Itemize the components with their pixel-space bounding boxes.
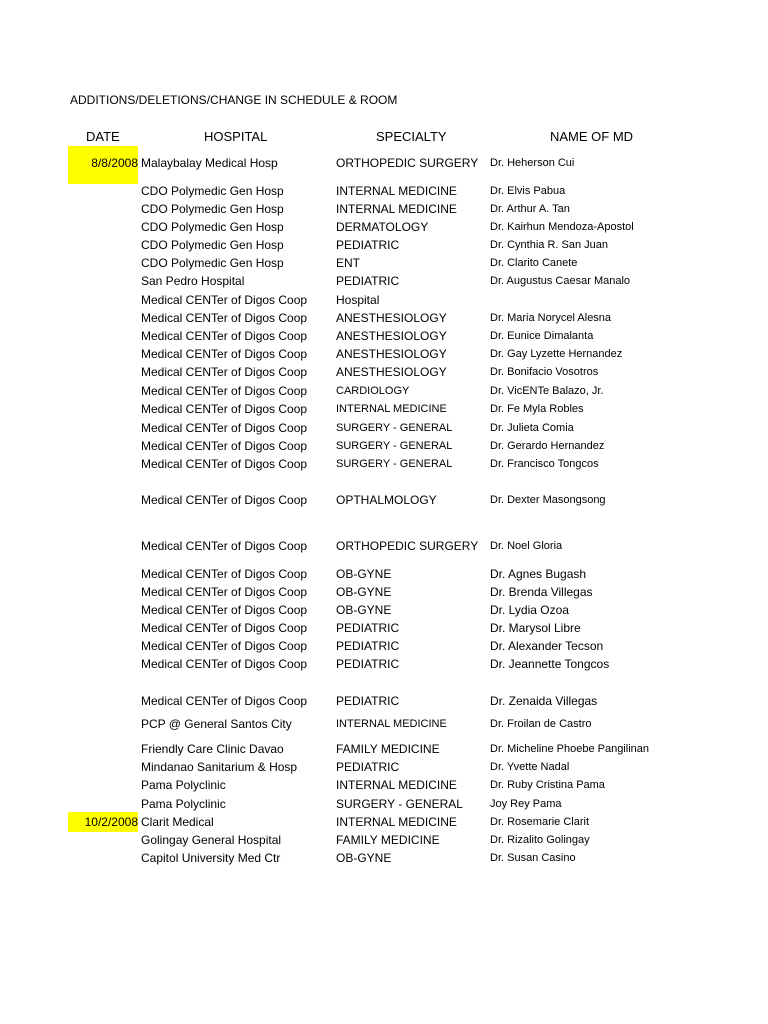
- row-md-name: Dr. Cynthia R. San Juan: [490, 239, 609, 251]
- row-specialty: ANESTHESIOLOGY: [336, 311, 447, 325]
- row-md-name: Dr. Micheline Phoebe Pangilinan: [490, 743, 649, 755]
- row-md-name: Dr. Rizalito Golingay: [490, 834, 590, 846]
- column-header-md: NAME OF MD: [550, 129, 634, 144]
- row-hospital: Medical CENTer of Digos Coop: [141, 694, 308, 708]
- row-specialty: CARDIOLOGY: [336, 385, 410, 397]
- row-md-name: Dr. Ruby Cristina Pama: [490, 779, 605, 791]
- row-hospital: Medical CENTer of Digos Coop: [141, 311, 308, 325]
- row-md-name: Dr. Jeannette Tongcos: [490, 657, 610, 671]
- row-hospital: Medical CENTer of Digos Coop: [141, 603, 308, 617]
- row-md-name: Dr. Augustus Caesar Manalo: [490, 275, 631, 287]
- row-hospital: CDO Polymedic Gen Hosp: [141, 220, 284, 234]
- row-md-name: Dr. Lydia Ozoa: [490, 603, 569, 617]
- row-specialty: INTERNAL MEDICINE: [336, 184, 457, 198]
- row-md-name: Dr. Francisco Tongcos: [490, 458, 599, 470]
- row-md-name: Dr. Susan Casino: [490, 852, 576, 864]
- row-hospital: Medical CENTer of Digos Coop: [141, 567, 308, 581]
- row-md-name: Dr. Fe Myla Robles: [490, 403, 584, 415]
- row-md-name: Dr. Julieta Comia: [490, 422, 574, 434]
- row-specialty: OB-GYNE: [336, 603, 392, 617]
- row-hospital: San Pedro Hospital: [141, 274, 245, 288]
- row-specialty: FAMILY MEDICINE: [336, 742, 440, 756]
- row-specialty: PEDIATRIC: [336, 274, 400, 288]
- row-specialty: ANESTHESIOLOGY: [336, 365, 447, 379]
- row-specialty: PEDIATRIC: [336, 238, 400, 252]
- row-hospital: PCP @ General Santos City: [141, 717, 292, 731]
- row-md-name: Dr. Brenda Villegas: [490, 585, 593, 599]
- row-specialty: SURGERY - GENERAL: [336, 422, 453, 434]
- row-specialty: PEDIATRIC: [336, 621, 400, 635]
- row-date: 8/8/2008: [91, 156, 138, 170]
- row-hospital: Pama Polyclinic: [141, 797, 226, 811]
- row-specialty: PEDIATRIC: [336, 657, 400, 671]
- row-hospital: Medical CENTer of Digos Coop: [141, 402, 308, 416]
- row-specialty: INTERNAL MEDICINE: [336, 718, 447, 730]
- row-md-name: Dr. Maria Norycel Alesna: [490, 312, 612, 324]
- row-md-name: Dr. Clarito Canete: [490, 257, 578, 269]
- row-specialty: ANESTHESIOLOGY: [336, 329, 447, 343]
- column-header-specialty: SPECIALTY: [376, 129, 447, 144]
- row-hospital: Medical CENTer of Digos Coop: [141, 365, 308, 379]
- row-md-name: Dr. Rosemarie Clarit: [490, 816, 590, 828]
- row-date: 10/2/2008: [84, 815, 138, 829]
- row-hospital: CDO Polymedic Gen Hosp: [141, 238, 284, 252]
- column-header-hospital: HOSPITAL: [204, 129, 268, 144]
- row-specialty: PEDIATRIC: [336, 639, 400, 653]
- row-hospital: Medical CENTer of Digos Coop: [141, 421, 308, 435]
- row-md-name: Dr. Alexander Tecson: [490, 639, 604, 653]
- column-header-date: DATE: [86, 129, 120, 144]
- row-md-name: Dr. Gerardo Hernandez: [490, 440, 605, 452]
- row-md-name: Dr. Froilan de Castro: [490, 718, 592, 730]
- row-hospital: Medical CENTer of Digos Coop: [141, 493, 308, 507]
- row-hospital: Medical CENTer of Digos Coop: [141, 329, 308, 343]
- row-specialty: DERMATOLOGY: [336, 220, 429, 234]
- row-md-name: Dr. Marysol Libre: [490, 621, 581, 635]
- row-hospital: Medical CENTer of Digos Coop: [141, 539, 308, 553]
- row-specialty: INTERNAL MEDICINE: [336, 815, 457, 829]
- row-specialty: ORTHOPEDIC SURGERY: [336, 539, 479, 553]
- row-specialty: OB-GYNE: [336, 567, 392, 581]
- row-md-name: Dr. Yvette Nadal: [490, 761, 570, 773]
- row-specialty: OPTHALMOLOGY: [336, 493, 437, 507]
- row-specialty: ENT: [336, 256, 360, 270]
- row-specialty: FAMILY MEDICINE: [336, 833, 440, 847]
- row-hospital: CDO Polymedic Gen Hosp: [141, 202, 284, 216]
- row-md-name: Dr. Zenaida Villegas: [490, 694, 598, 708]
- row-hospital: Golingay General Hospital: [141, 833, 282, 847]
- row-hospital: CDO Polymedic Gen Hosp: [141, 184, 284, 198]
- row-md-name: Dr. Dexter Masongsong: [490, 494, 606, 506]
- row-hospital: Medical CENTer of Digos Coop: [141, 621, 308, 635]
- row-specialty: INTERNAL MEDICINE: [336, 202, 457, 216]
- row-md-name: Dr. VicENTe Balazo, Jr.: [490, 385, 604, 397]
- row-md-name: Dr. Agnes Bugash: [490, 567, 587, 581]
- row-hospital: Clarit Medical: [141, 815, 214, 829]
- row-hospital: CDO Polymedic Gen Hosp: [141, 256, 284, 270]
- row-hospital: Medical CENTer of Digos Coop: [141, 384, 308, 398]
- row-specialty: Hospital: [336, 293, 380, 307]
- row-hospital: Medical CENTer of Digos Coop: [141, 293, 308, 307]
- row-md-name: Dr. Elvis Pabua: [490, 185, 566, 197]
- row-specialty: PEDIATRIC: [336, 760, 400, 774]
- row-specialty: PEDIATRIC: [336, 694, 400, 708]
- row-hospital: Malaybalay Medical Hosp: [141, 156, 278, 170]
- row-md-name: Dr. Bonifacio Vosotros: [490, 366, 599, 378]
- row-hospital: Friendly Care Clinic Davao: [141, 742, 284, 756]
- row-specialty: SURGERY - GENERAL: [336, 797, 463, 811]
- row-specialty: INTERNAL MEDICINE: [336, 778, 457, 792]
- row-hospital: Capitol University Med Ctr: [141, 851, 281, 865]
- row-hospital: Medical CENTer of Digos Coop: [141, 657, 308, 671]
- page-title: ADDITIONS/DELETIONS/CHANGE IN SCHEDULE & ROOM: [70, 93, 398, 107]
- row-specialty: ORTHOPEDIC SURGERY: [336, 156, 479, 170]
- row-specialty: OB-GYNE: [336, 585, 392, 599]
- row-hospital: Pama Polyclinic: [141, 778, 226, 792]
- row-md-name: Dr. Gay Lyzette Hernandez: [490, 348, 623, 360]
- row-specialty: INTERNAL MEDICINE: [336, 403, 447, 415]
- row-md-name: Dr. Eunice Dimalanta: [490, 330, 594, 342]
- row-md-name: Dr. Arthur A. Tan: [490, 203, 570, 215]
- row-md-name: Dr. Heherson Cui: [490, 157, 575, 169]
- row-specialty: SURGERY - GENERAL: [336, 440, 453, 452]
- row-specialty: SURGERY - GENERAL: [336, 458, 453, 470]
- row-hospital: Medical CENTer of Digos Coop: [141, 585, 308, 599]
- row-hospital: Medical CENTer of Digos Coop: [141, 347, 308, 361]
- row-specialty: ANESTHESIOLOGY: [336, 347, 447, 361]
- row-hospital: Medical CENTer of Digos Coop: [141, 457, 308, 471]
- row-md-name: Dr. Kairhun Mendoza-Apostol: [490, 221, 634, 233]
- row-hospital: Mindanao Sanitarium & Hosp: [141, 760, 298, 774]
- row-hospital: Medical CENTer of Digos Coop: [141, 439, 308, 453]
- row-specialty: OB-GYNE: [336, 851, 392, 865]
- row-md-name: Dr. Noel Gloria: [490, 540, 563, 552]
- row-hospital: Medical CENTer of Digos Coop: [141, 639, 308, 653]
- row-md-name: Joy Rey Pama: [490, 798, 562, 810]
